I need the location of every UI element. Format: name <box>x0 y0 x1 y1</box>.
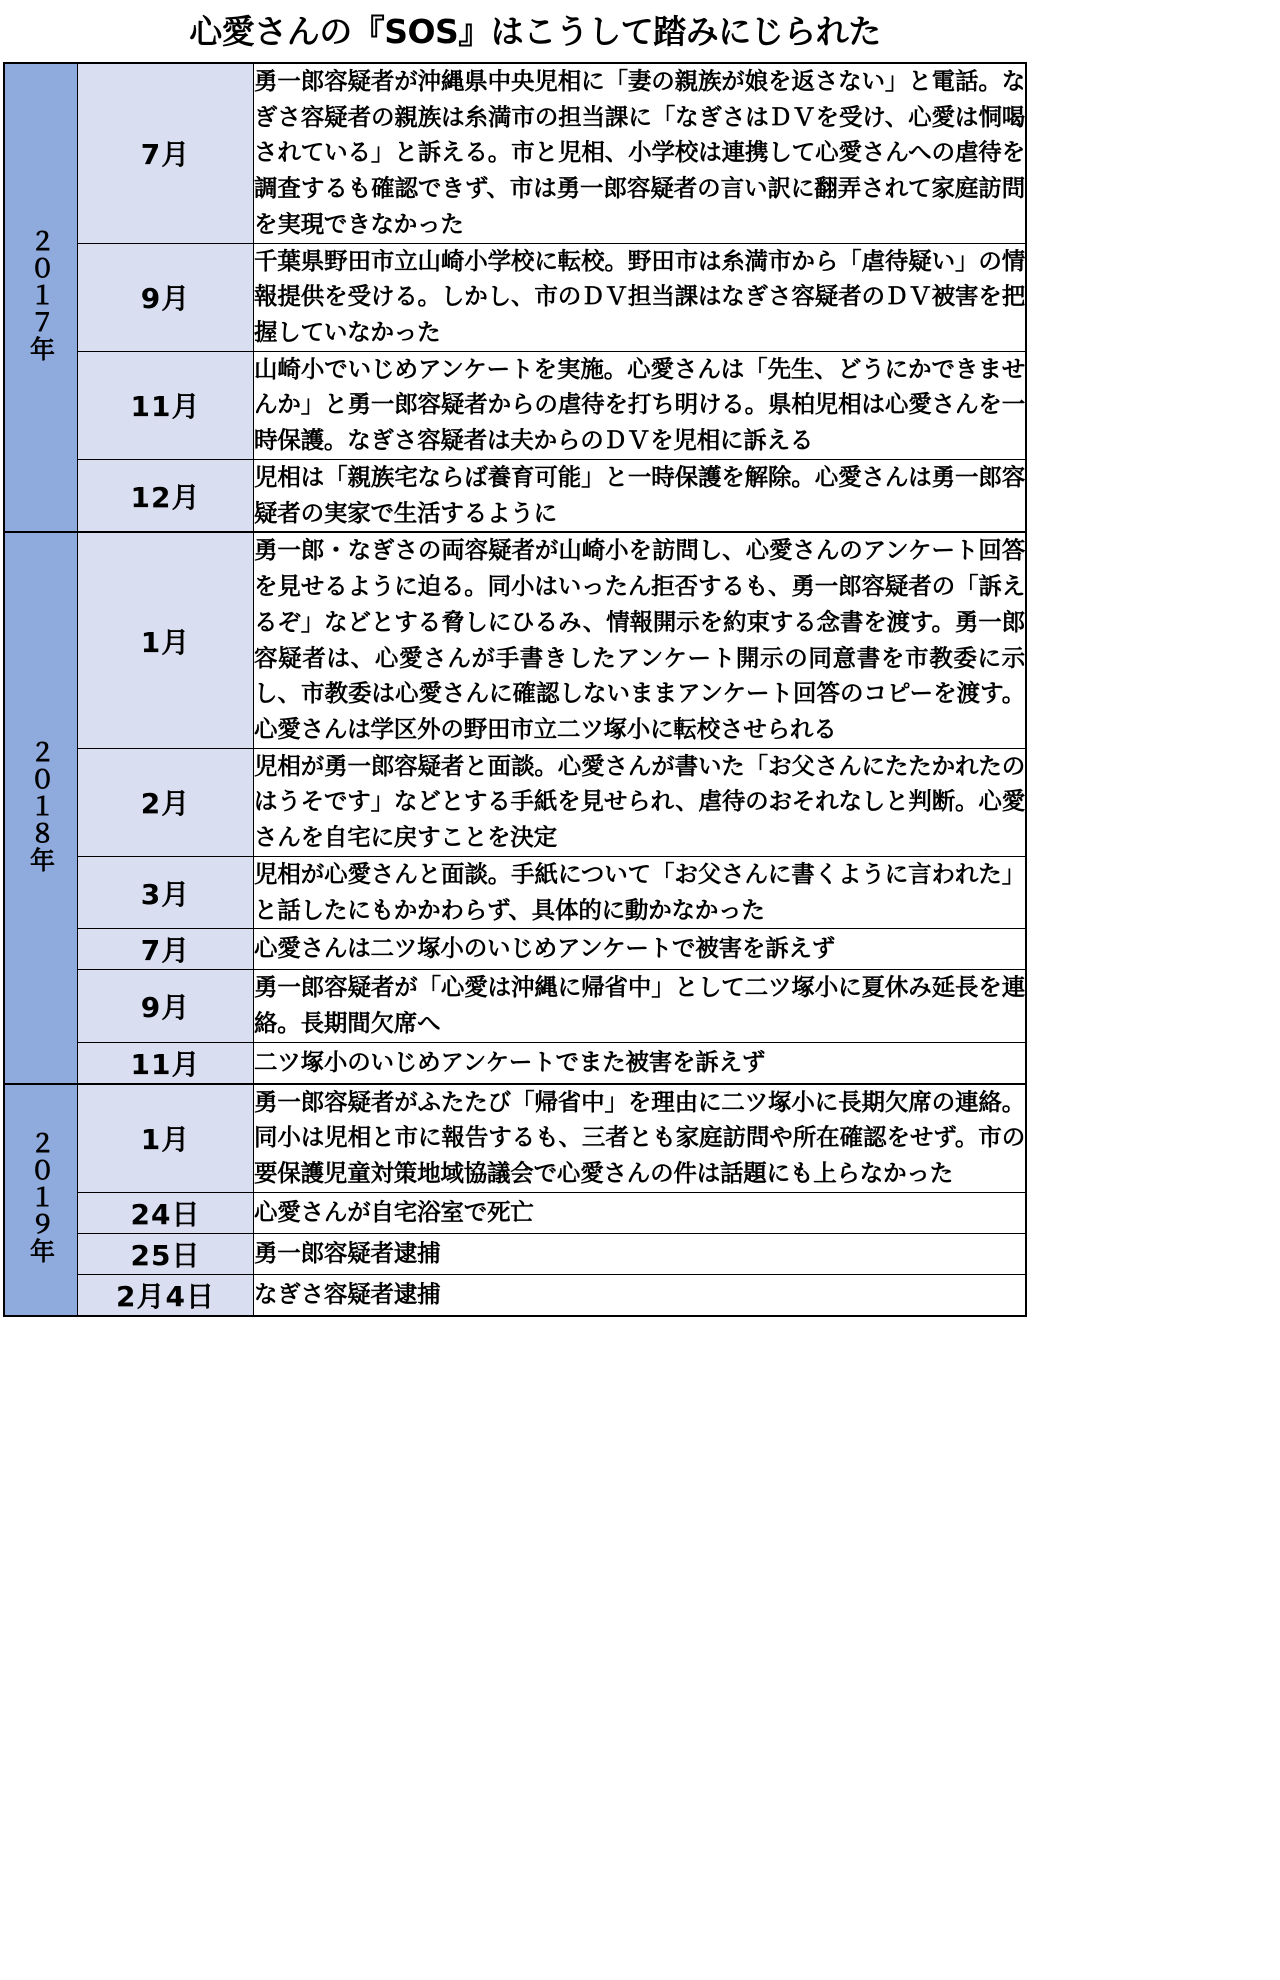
month-cell: 25日 <box>78 1233 254 1274</box>
description-text: 千葉県野田市立山崎小学校に転校。野田市は糸満市から「虐待疑い」の情報提供を受ける。しかし、市のＤＶ担当課はなぎさ容疑者のＤＶ被害を把握していなかった <box>254 246 1025 347</box>
description-cell <box>254 1274 1027 1316</box>
month-cell: 7月 <box>78 929 254 970</box>
description-cell <box>254 1233 1027 1274</box>
table-row <box>4 351 1026 459</box>
year-cell <box>4 1084 78 1316</box>
description-text: 勇一郎容疑者が「心愛は沖縄に帰省中」として二ツ塚小に夏休み延長を連絡。長期間欠席へ <box>254 973 1025 1037</box>
title-bar <box>0 0 1030 62</box>
table-row <box>4 1233 1026 1274</box>
description-cell <box>254 970 1027 1042</box>
month-cell: 2月4日 <box>78 1274 254 1316</box>
month-cell: 1月 <box>78 1084 254 1193</box>
description-cell <box>254 63 1027 243</box>
month-cell: 9月 <box>78 970 254 1042</box>
description-cell <box>254 929 1027 970</box>
timeline-table-body <box>4 63 1026 1316</box>
month-cell: 3月 <box>78 856 254 928</box>
page-title: 心愛さんの『SOS』はこうして踏みにじられた <box>189 11 881 51</box>
table-row <box>4 1042 1026 1084</box>
table-row <box>4 1084 1026 1193</box>
table-row <box>4 929 1026 970</box>
description-text: 児相が勇一郎容疑者と面談。心愛さんが書いた「お父さんにたたかれたのはうそです」などとする手紙を見せられ、虐待のおそれなしと判断。心愛さんを自宅に戻すことを決定 <box>254 751 1025 852</box>
month-cell: 1月 <box>78 532 254 748</box>
table-row <box>4 532 1026 748</box>
timeline-table <box>3 62 1027 1317</box>
description-text: 二ツ塚小のいじめアンケートでまた被害を訴えず <box>254 1047 766 1076</box>
month-cell: 11月 <box>78 351 254 459</box>
month-cell: 12月 <box>78 459 254 532</box>
year-label: ２０１７年 <box>26 228 56 364</box>
table-row <box>4 856 1026 928</box>
year-label: ２０１９年 <box>26 1130 56 1266</box>
description-text: 児相が心愛さんと面談。手紙について「お父さんに書くように言われた」と話したにもかかわらず、具体的に動かなかった <box>254 859 1025 924</box>
description-text: 勇一郎容疑者逮捕 <box>254 1238 441 1267</box>
description-text: 児相は「親族宅ならば養育可能」と一時保護を解除。心愛さんは勇一郎容疑者の実家で生活するように <box>254 462 1025 527</box>
month-cell: 2月 <box>78 748 254 856</box>
table-row <box>4 243 1026 351</box>
month-cell: 11月 <box>78 1042 254 1084</box>
description-text: 勇一郎容疑者がふたたび「帰省中」を理由に二ツ塚小に長期欠席の連絡。同小は児相と市に報告するも、三者とも家庭訪問や所在確認をせず。市の要保護児童対策地域協議会で心愛さんの件は話題にも上らなかった <box>254 1087 1025 1188</box>
year-cell <box>4 532 78 1083</box>
description-cell <box>254 351 1027 459</box>
table-row <box>4 1274 1026 1316</box>
year-cell <box>4 63 78 532</box>
month-cell: 7月 <box>78 63 254 243</box>
year-label: ２０１８年 <box>26 738 56 874</box>
month-cell: 9月 <box>78 243 254 351</box>
table-row <box>4 459 1026 532</box>
description-cell <box>254 1084 1027 1193</box>
description-cell <box>254 748 1027 856</box>
month-cell: 24日 <box>78 1192 254 1233</box>
table-row <box>4 1192 1026 1233</box>
table-row <box>4 748 1026 856</box>
description-text: 勇一郎容疑者が沖縄県中央児相に「妻の親族が娘を返さない」と電話。なぎさ容疑者の親族は糸満市の担当課に「なぎさはＤＶを受け、心愛は恫喝されている」と訴える。市と児相、小学校は連携して心愛さんへの虐待を調査するも確認できず、市は勇一郎容疑者の言い訳に翻弄されて家庭訪問を実現できなかった <box>254 67 1025 238</box>
description-cell <box>254 243 1027 351</box>
description-cell <box>254 856 1027 928</box>
description-cell <box>254 1192 1027 1233</box>
description-text: 勇一郎・なぎさの両容疑者が山崎小を訪問し、心愛さんのアンケート回答を見せるように迫る。同小はいったん拒否するも、勇一郎容疑者の「訴えるぞ」などとする脅しにひるみ、情報開示を約束する念書を渡す。勇一郎容疑者は、心愛さんが手書きしたアンケート開示の同意書を市教委に示し、市教委は心愛さんに確認しないままアンケート回答のコピーを渡す。心愛さんは学区外の野田市立二ツ塚小に転校させられる <box>254 536 1025 743</box>
table-row <box>4 970 1026 1042</box>
description-text: 山崎小でいじめアンケートを実施。心愛さんは「先生、どうにかできませんか」と勇一郎容疑者からの虐待を打ち明ける。県柏児相は心愛さんを一時保護。なぎさ容疑者は夫からのＤＶを児相に訴える <box>254 354 1025 455</box>
description-cell <box>254 459 1027 532</box>
description-text: 心愛さんは二ツ塚小のいじめアンケートで被害を訴えず <box>254 934 836 963</box>
description-text: 心愛さんが自宅浴室で死亡 <box>254 1197 534 1226</box>
description-cell <box>254 532 1027 748</box>
description-cell <box>254 1042 1027 1084</box>
description-text: なぎさ容疑者逮捕 <box>254 1279 441 1308</box>
table-row <box>4 63 1026 243</box>
